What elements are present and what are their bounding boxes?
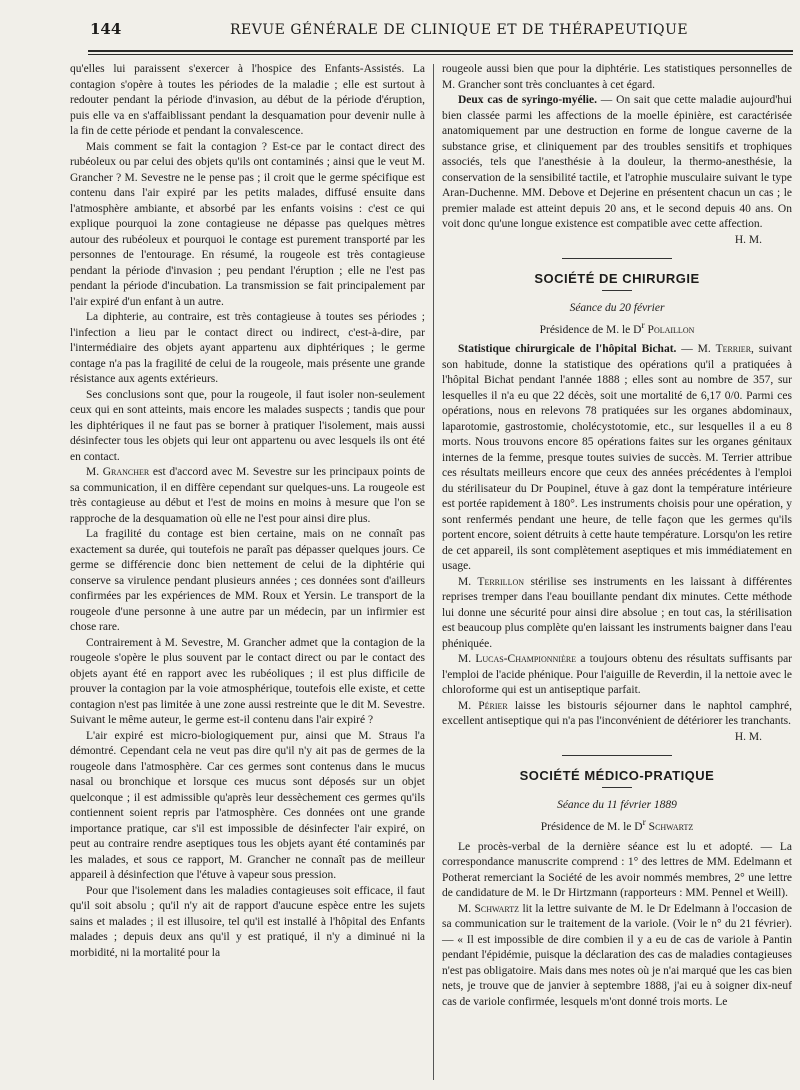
title-underline bbox=[602, 290, 632, 291]
session-date: Séance du 11 février 1889 bbox=[557, 798, 677, 811]
header-rule-thin bbox=[88, 54, 793, 55]
title-underline bbox=[602, 787, 632, 788]
paragraph: Contrairement à M. Sevestre, M. Grancher admet que la contagion de la rougeole s'opère le plus souvent par le contact direct ou par le contact des objets ayant été en rapport avec les rubéoliques ; il est plus difficile de prouver la contagion par la voie atmosphérique, toutefois elle existe, et cette contagion n'est pas limitée à une zone aussi restreinte que le dit M. Sevestre. Suivant le même auteur, le germe est-il contenu dans l'air expiré ? bbox=[70, 636, 425, 726]
paragraph: M. Lucas-Championnière a toujours obtenu des résultats suffisants par l'emploi de l'acide phénique. Pour l'aiguille de Reverdin, il la nettoie avec le chloroforme qui est un antiseptique parfait. bbox=[442, 653, 793, 697]
paragraph: qu'elles lui paraissent s'exercer à l'hospice des Enfants-Assistés. La contagion s'opère à toutes les périodes de la maladie ; elle est surtout à redouter pendant la période d'invasion, au début de la période d'éruption, puis elle va en s'affaiblissant pendant la desquamation pour devenir nulle à la fin de cette période et pendant la convalescence. bbox=[70, 63, 425, 137]
paragraph: M. Schwartz lit la lettre suivante de M. le Dr Edelmann à l'occasion de sa communication sur le traitement de la variole. (Voir le n° du 21 février). — « Il est impossible de dire combien il y a eu de cas de variole à Pantin pendant l'épidémie, puisque la déclaration des cas de maladies contagieuses n'est pas obligatoire. Mais dans mes notes où je n'ai marqué que les cas bien nets, je trouve que de janvier à septembre 1888, j'ai eu à soigner dix-neuf cas de variole confirmée, lesquels m'ont donné trois morts. Le bbox=[442, 902, 793, 1008]
page-header bbox=[0, 0, 800, 50]
section-title: SOCIÉTÉ MÉDICO-PRATIQUE bbox=[519, 768, 715, 784]
paragraph: Ses conclusions sont que, pour la rougeole, il faut isoler non-seulement ceux qui en sont atteints, mais encore les malades suspects ; tandis que pour les diphtériques il ne faut pas se borner à pratiquer l'isolement, mais aussi désinfecter tous les objets qui leur ont appartenu ou avec lesquels ils ont été en contact. bbox=[70, 388, 425, 463]
right-column bbox=[442, 62, 792, 1010]
presidency: Présidence de M. le $D^r$ Schwartz bbox=[540, 817, 694, 834]
paragraph: Le procès-verbal de la dernière séance est lu et adopté. — La correspondance manuscrite comprend : 1° des lettres de MM. Edelmann et Potherat remerciant la Société de les avoir nommés membres, 2° une lettre de candidature de M. le Dr Hirtzmann (rapporteurs : MM. Pennel et Weill). bbox=[442, 840, 792, 900]
signature: H. M. bbox=[734, 233, 762, 246]
article-title: Statistique chirurgicale de l'hôpital Bichat. bbox=[458, 343, 677, 356]
paragraph: Pour que l'isolement dans les maladies contagieuses soit efficace, il faut qu'il soit absolu ; qu'il n'y ait de rapport d'aucune espèce entre les sujets sains et malades ; il est illusoire, tel qu'il est installé à l'hôpital des Enfants malades ; depuis deux ans qu'il y est pratiqué, il n'y a diminué ni la morbidité, ni la mortalité pour la bbox=[70, 884, 425, 959]
section-divider bbox=[562, 755, 672, 756]
signature: H. M. bbox=[734, 730, 762, 743]
paragraph: Mais comment se fait la contagion ? Est-ce par le contact direct des rubéoleux ou par celui des objets qu'ils ont contaminés ; ainsi que le veut M. Grancher ? M. Sevestre ne le pense pas ; il croit que le germe spécifique est contenu dans l'air expiré par les petits malades, diffusé ensuite dans l'atmosphère ambiante, et absorbé par les enfants voisins : c'est ce qui explique pourquoi la zone contagieuse ne dépasse pas quelques mètres autour des rubéoleux et pourquoi le contage est purement transporté par les personnes de l'entourage. En résumé, la rougeole est très contagieuse pendant la période d'invasion ; peu pendant l'éruption ; elle ne l'est pas pendant la période d'incubation. La transmission se fait principalement par l'air expiré d'un enfant à un autre. bbox=[70, 140, 425, 308]
column-divider bbox=[433, 64, 434, 1080]
left-column bbox=[70, 62, 425, 961]
paragraph: Statistique chirurgicale de l'hôpital Bichat. — M. Terrier, suivant son habitude, donne la statistique des opérations qu'il a pratiquées à l'hôpital Bichat pendant l'année 1888 ; elles sont au nombre de 357, sur lesquelles il n'a eu que 22 décès, soit une mortalité de 6,17 0/0. Parmi ces opérations, nous en relevons 78 pratiquées sur les organes abdominaux, laparotomie, gastrostomie, cholécystotomie, etc., sur lesquelles il a eu 8 morts. Nous trouvons encore 85 opérations faites sur les organes génitaux internes de la femme, presque toutes suivies de succès. M. Terrier attribue ces résultats meilleurs encore que ceux des années précédentes à l'emploi du stérilisateur du Dr Poupinel, étuve à gaz dont la température intérieure est portée rapidement à 180°. Les instruments choisis pour une opération, y sont renfermés pendant une heure, de telle façon que les germes qu'ils portent encore, soient détruits à cette haute température. Lorsqu'on les retire de cet appareil, ils sont complètement aseptiques et mis immédiatement en usage. bbox=[442, 343, 792, 573]
section-title: SOCIÉTÉ DE CHIRURGIE bbox=[534, 271, 700, 286]
paragraph: M. Périer laisse les bistouris séjourner dans le naphtol camphré, excellent antiseptique qui n'a pas l'inconvénient de détériorer les tranchants. bbox=[442, 699, 792, 728]
article-title: Deux cas de syringo-myélie. bbox=[458, 94, 597, 106]
section-divider bbox=[562, 258, 672, 259]
page-number: 144 bbox=[90, 20, 122, 38]
paragraph: Deux cas de syringo-myélie. — On sait que cette maladie aujourd'hui bien classée parmi les affections de la moelle épinière, est caractérisée anatomiquement par une destruction en forme de longue caverne de la substance grise, et cliniquement par des troubles sensitifs et trophiques associés, tels que l'anesthésie à la douleur, la thermo-anesthésie, la conservation de la sensibilité tactile, et l'atrophie musculaire suivant le type Aran-Duchenne. MM. Debove et Dejerine en présentent chacun un cas ; le premier malade est atteint depuis 20 ans, et le second depuis 40 ans. On voit donc qu'une longue existence est compatible avec cette affection. bbox=[442, 94, 792, 230]
paragraph: L'air expiré est micro-biologiquement pur, ainsi que M. Straus l'a démontré. Cependant cela ne veut pas dire qu'il n'y ait pas de germes de la rougeole dans l'atmosphère. Car ces germes sont contenus dans le mucus nasal ou bronchique et lorsque ces mucus sont déposés sur un objet quelconque ; il est admissible qu'après leur dessèchement ces germes qu'ils contiennent soient repris par l'atmosphère. Ces données ont une grande importance pratique, car s'il est impossible de désinfecter l'air expiré, on peut au contraire rendre aseptiques tous les objets ayant été contaminés par les malades, et sous ce rapport, M. Grancher ne connaît pas de meilleur appareil à désinfection que l'étuve à vapeur sous pression. bbox=[70, 729, 425, 881]
paragraph: La fragilité du contage est bien certaine, mais on ne connaît pas exactement sa durée, qui toutefois ne paraît pas dépasser quelques jours. Ce germe se différencie donc bien nettement de celui de la diphtérie qui conserve sa virulence pendant plusieurs années ; ces données sont d'ailleurs confirmées par les expériences de MM. Roux et Yersin. Le transport de la rougeole d'une personne à une autre par un médecin, par un infirmier est chose rare. bbox=[70, 528, 425, 633]
presidency: Présidence de M. le $D^r$ Polaillon bbox=[539, 320, 695, 336]
person-name: M. Grancher bbox=[86, 466, 150, 478]
running-title: REVUE GÉNÉRALE DE CLINIQUE ET DE THÉRAPEUTIQUE bbox=[230, 22, 689, 38]
paragraph: M. Terrillon stérilise ses instruments en les laissant à différentes reprises tremper dans l'eau bouillante pendant dix minutes. Cette méthode lui donne une sécurité pour ainsi dire absolue ; en tout cas, la stérilisation est beaucoup plus complète qu'en laissant les instruments baigner dans l'eau phéniquée. bbox=[442, 575, 792, 650]
session-date: Séance du 20 février bbox=[569, 301, 665, 314]
header-rule bbox=[88, 50, 793, 52]
paragraph: M. Grancher est d'accord avec M. Sevestre sur les principaux points de sa communication, il en diffère cependant sur quelques-uns. La rougeole est très contagieuse au début et l'est de moins en moins à mesure que l'on se rapproche de la desquamation où elle ne l'est pour ainsi dire plus. bbox=[70, 466, 425, 525]
paragraph: La diphterie, au contraire, est très contagieuse à toutes ses périodes ; l'infection a lieu par le contact direct ou indirect, c'est-à-dire, par l'intermédiaire des objets ayant appartenu aux diphtériques ; le germe contage n'a pas la fragilité de celui de la rougeole, mais présente une grande résistance aux agents extérieurs. bbox=[70, 311, 425, 385]
paragraph: rougeole aussi bien que pour la diphtérie. Les statistiques personnelles de M. Grancher sont très concluantes à cet égard. bbox=[442, 63, 792, 91]
